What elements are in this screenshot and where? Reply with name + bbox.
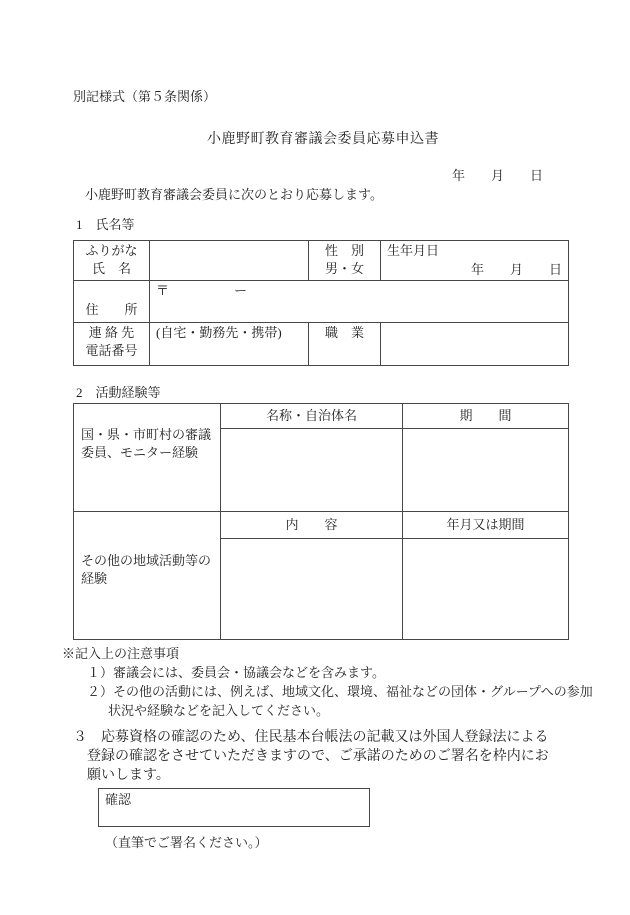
page-title: 小鹿野町教育審議会委員応募申込書: [207, 132, 439, 147]
contact-phone-hint: (自宅・勤務先・携帯): [156, 325, 282, 340]
other-content-header: 内 容: [221, 512, 403, 539]
council-name-header: 名称・自治体名: [221, 404, 403, 429]
gender-cell: [309, 241, 381, 281]
section3-paragraph: ３ 応募資格の確認のため、住民基本台帳法の記載又は外国人登録法による登録の確認をさせていただきますので、ご承諾のためのご署名を枠内にお願いします。: [73, 730, 549, 783]
note-item-2: ２）その他の活動には、例えば、地域文化、環境、福祉などの団体・グループへの参加状況や経験などを記入してください。: [87, 684, 593, 718]
birthdate-units: 年 月 日: [470, 262, 562, 277]
furigana-label: ふりがな: [85, 243, 138, 258]
note-item-1: １）審議会には、委員会・協議会などを含みます。: [87, 665, 385, 680]
other-period-entry-cell: [403, 539, 569, 640]
contact-label-line1: 連 絡 先: [88, 325, 135, 340]
contact-label-cell: [74, 323, 150, 366]
council-period-header: 期 間: [403, 404, 569, 429]
name-label: 氏 名: [91, 261, 131, 276]
other-activity-label: その他の地域活動等の経験: [74, 512, 221, 640]
address-entry-cell: [150, 281, 569, 323]
gender-label: 性 別: [324, 243, 364, 258]
section2-heading: 2 活動経験等: [76, 385, 161, 400]
council-experience-label: 国・県・市町村の審議委員、モニター経験: [74, 404, 221, 512]
gender-options: 男・女: [324, 261, 364, 276]
name-entry-cell: [150, 241, 309, 281]
birthdate-label: 生年月日: [387, 243, 440, 258]
council-period-entry-cell: [403, 429, 569, 512]
phone-entry-cell: [150, 323, 309, 366]
birthdate-cell: [381, 241, 569, 281]
section1-heading: 1 氏名等: [76, 217, 135, 232]
occupation-entry-cell: [381, 323, 569, 366]
confirmation-signature-box: [98, 788, 370, 827]
form-style-note: 別記様式（第５条関係）: [73, 89, 217, 104]
application-date-line: 年 月 日: [451, 168, 543, 183]
confirm-label: 確認: [105, 792, 132, 807]
other-content-entry-cell: [221, 539, 403, 640]
signature-instruction-note: （直筆でご署名ください。）: [105, 835, 268, 850]
postal-code-line: 〒 ー: [156, 283, 248, 298]
other-period-header: 年月又は期間: [403, 512, 569, 539]
intro-statement: 小鹿野町教育審議会委員に次のとおり応募します。: [85, 187, 383, 202]
activity-experience-table: [73, 403, 569, 640]
contact-label-line2: 電話番号: [85, 343, 138, 358]
name-info-table: [73, 240, 569, 366]
address-label-cell: 住 所: [74, 281, 150, 323]
occupation-label-cell: 職 業: [309, 323, 381, 366]
notes-heading: ※記入上の注意事項: [62, 646, 180, 661]
council-name-entry-cell: [221, 429, 403, 512]
furigana-name-label-cell: [74, 241, 150, 281]
